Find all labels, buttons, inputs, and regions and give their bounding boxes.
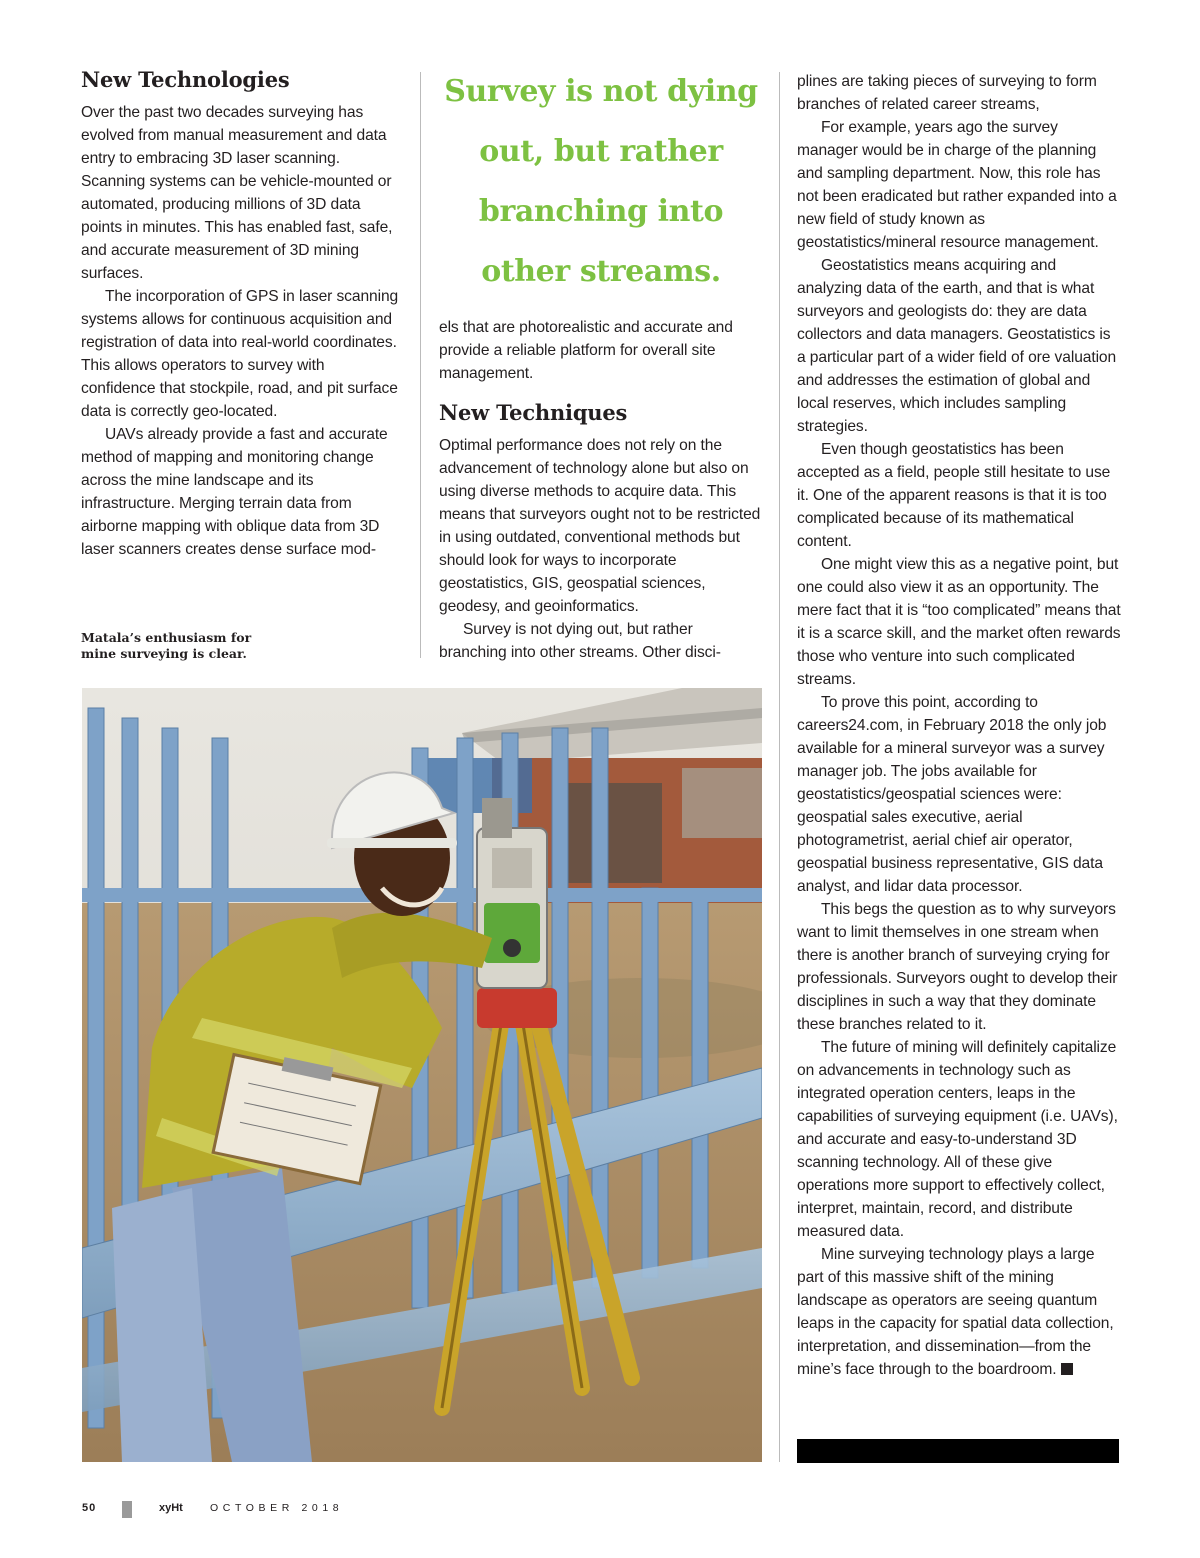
body-paragraph: Survey is not dying out, but rather branching into other streams. Other disci- xyxy=(439,621,721,661)
photo-caption: Matala’s enthusiasm for mine surveying is clear. xyxy=(81,630,252,661)
photo-surveyor xyxy=(82,688,762,1462)
heading-new-technologies: New Technologies xyxy=(81,67,290,92)
body-paragraph: plines are taking pieces of surveying to form branches of related career streams, xyxy=(797,73,1097,113)
magazine-name: xyHt xyxy=(159,1502,183,1514)
issue-date: OCTOBER 2018 xyxy=(210,1502,344,1514)
column-rule-right xyxy=(779,72,780,1462)
photo-illustration xyxy=(82,688,762,1462)
body-paragraph: For example, years ago the survey manager would be in charge of the planning and sampling department. Now, this role has not been eradicated but rather expanded into a new field of study known as geostatistics/mineral resource management. xyxy=(797,119,1117,251)
body-paragraph: Over the past two decades surveying has evolved from manual measurement and data entry to embracing 3D laser scanning. Scanning systems can be vehicle-mounted or automated, producing millions of 3D data points in minutes. This has enabled fast, safe, and accurate measurement of 3D mining surfaces. xyxy=(81,104,393,282)
body-paragraph: To prove this point, according to careers24.com, in February 2018 the only job available for a mineral surveyor was a survey manager job. The jobs available for geostatistics/geospatial sciences were: geospatial sales executive, aerial photogrametrist, aerial chief air operator, geospatial business representative, GIS data analyst, and lidar data processor. xyxy=(797,694,1107,895)
body-paragraph: Even though geostatistics has been accepted as a field, people still hesitate to use it. One of the apparent reasons is that it is too complicated because of its mathematical content. xyxy=(797,441,1111,550)
body-paragraph: The future of mining will definitely capitalize on advancements in technology such as integrated operation centers, leaps in the capabilities of surveying equipment (i.e. UAVs), and accurate and easy-to-understand 3D scanning technology. All of these give operations more support to effectively collect, interpret, maintain, record, and distribute measured data. xyxy=(797,1039,1118,1240)
column-right xyxy=(797,70,1121,1381)
black-bar xyxy=(797,1439,1119,1463)
body-paragraph: UAVs already provide a fast and accurate method of mapping and monitoring change across the mine landscape and its infrastructure. Merging terrain data from airborne mapping with oblique data from 3D laser scanners creates dense surface mod- xyxy=(81,426,388,558)
final-paragraph-text: Mine surveying technology plays a large part of this massive shift of the mining landscape as operators are seeing quantum leaps in the capacity for spatial data collection, interpretation, and dissemination—from the mine’s face through to the boardroom. xyxy=(797,1246,1114,1378)
end-mark-icon xyxy=(1061,1363,1073,1375)
body-paragraph: els that are photorealistic and accurate and provide a reliable platform for overall site management. xyxy=(439,319,733,382)
body-paragraph: Optimal performance does not rely on the advancement of technology alone but also on using diverse methods to acquire data. This means that surveyors ought not to be restricted in using outdated, conventional methods but should look for ways to incorporate geostatistics, GIS, geospatial sciences, geodesy, and geoinformatics. xyxy=(439,437,761,615)
column-left xyxy=(81,68,399,561)
body-paragraph-final xyxy=(797,1243,1121,1381)
footer-divider-block xyxy=(122,1501,132,1518)
pull-quote: Survey is not dying out, but rather branching into other streams. xyxy=(444,74,758,289)
body-paragraph: The incorporation of GPS in laser scanning systems allows for continuous acquisition and registration of data into real-world coordinates. This allows operators to survey with confidence that stockpile, road, and pit surface data is correctly geo-located. xyxy=(81,288,399,420)
column-rule-left xyxy=(420,72,421,658)
heading-new-techniques: New Techniques xyxy=(439,400,628,425)
page-number: 50 xyxy=(82,1502,97,1514)
body-paragraph: This begs the question as to why surveyors want to limit themselves in one stream when there is another branch of surveying crying for professionals. Surveyors ought to develop their disciplines in such a way that they dominate these branches related to it. xyxy=(797,901,1118,1033)
body-paragraph: One might view this as a negative point, but one could also view it as an opportunity. The mere fact that it is “too complicated” means that it is a scarce skill, and the market often rewards those who venture into such complicated streams. xyxy=(797,556,1121,688)
column-middle xyxy=(439,316,763,664)
body-paragraph: Geostatistics means acquiring and analyzing data of the earth, and that is what surveyors and geologists do: they are data collectors and data managers. Geostatistics is a particular part of a wider field of ore valuation and addresses the estimation of global and local reserves, which includes sampling strategies. xyxy=(797,257,1117,435)
